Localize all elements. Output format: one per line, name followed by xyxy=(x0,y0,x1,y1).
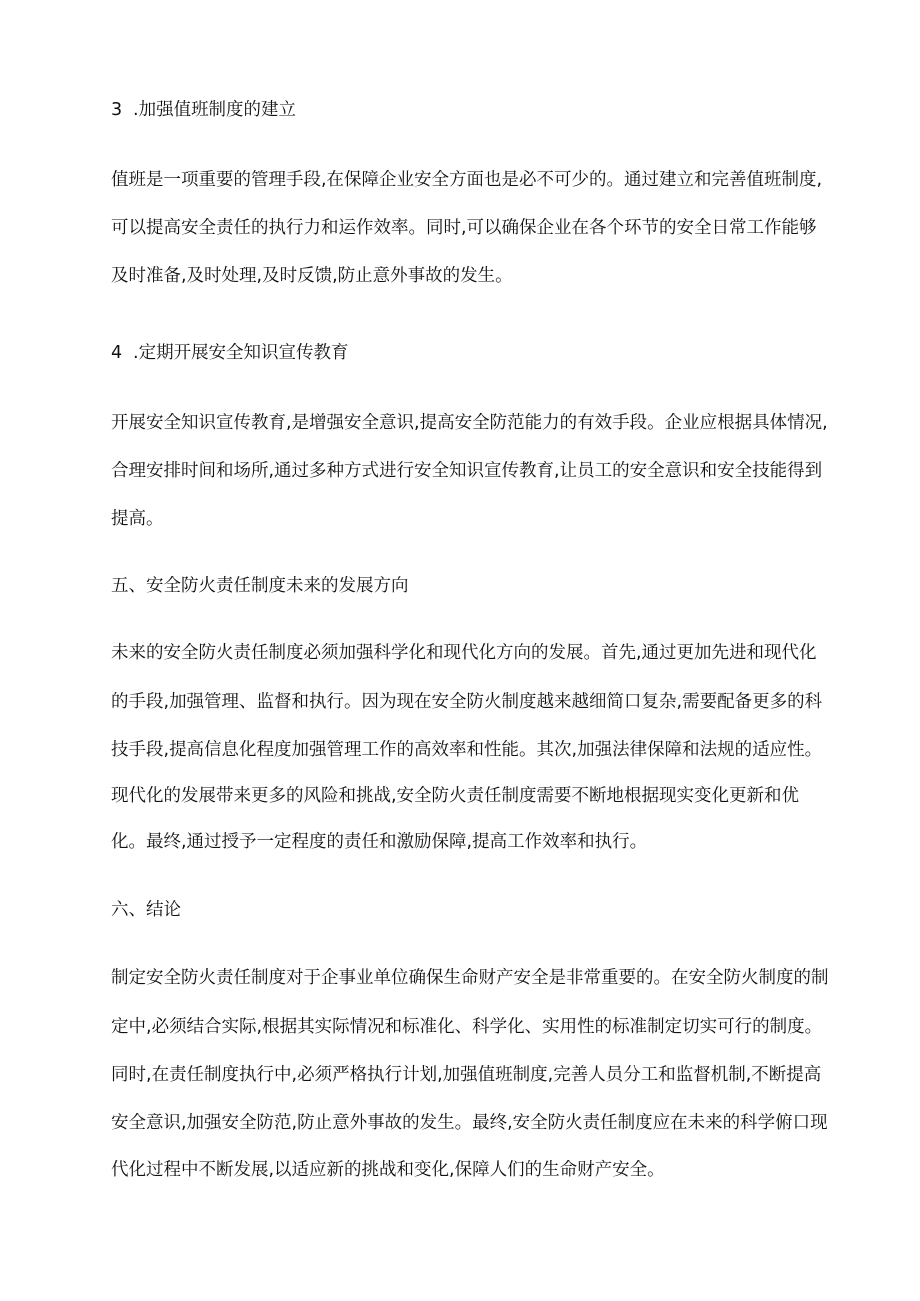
paragraph-line: 未来的安全防火责任制度必须加强科学化和现代化方向的发展。首先,通过更加先进和现代化 xyxy=(111,643,817,663)
paragraph-line: 合理安排时间和场所,通过多种方式进行安全知识宣传教育,让员工的安全意识和安全技能得到 xyxy=(111,461,823,481)
section-heading-3 xyxy=(111,98,296,122)
section-number: 4 xyxy=(111,343,123,363)
paragraph-line: 及时准备,及时处理,及时反馈,防止意外事故的发生。 xyxy=(111,266,513,286)
paragraph-line: 制定安全防火责任制度对于企事业单位确保生命财产安全是非常重要的。在安全防火制度的制 xyxy=(111,968,829,988)
section-title: 六、结论 xyxy=(111,900,181,920)
section-heading-4 xyxy=(111,341,349,365)
paragraph-line: 技手段,提高信息化程度加强管理工作的高效率和性能。其次,加强法律保障和法规的适应性。 xyxy=(111,740,823,760)
paragraph-line: 定中,必须结合实际,根据其实际情况和标准化、科学化、实用性的标准制定切实可行的制度。 xyxy=(111,1017,823,1037)
paragraph-line: 值班是一项重要的管理手段,在保障企业安全方面也是必不可少的。通过建立和完善值班制度, xyxy=(111,170,823,190)
section-title: .加强值班制度的建立 xyxy=(133,100,297,120)
paragraph-line: 可以提高安全责任的执行力和运作效率。同时,可以确保企业在各个环节的安全日常工作能够 xyxy=(111,218,817,238)
paragraph-line: 代化过程中不断发展,以适应新的挑战和变化,保障人们的生命财产安全。 xyxy=(111,1160,665,1180)
section-title: .定期开展安全知识宣传教育 xyxy=(133,343,349,363)
paragraph-line: 开展安全知识宣传教育,是增强安全意识,提高安全防范能力的有效手段。企业应根据具体情况, xyxy=(111,413,828,433)
section-heading-5 xyxy=(111,574,409,598)
paragraph-line: 现代化的发展带来更多的风险和挑战,安全防火责任制度需要不断地根据现实变化更新和优 xyxy=(111,786,800,806)
paragraph-line: 同时,在责任制度执行中,必须严格执行计划,加强值班制度,完善人员分工和监督机制,不断提高 xyxy=(111,1065,822,1085)
paragraph-line: 的手段,加强管理、监督和执行。因为现在安全防火制度越来越细简口复杂,需要配备更多的科 xyxy=(111,692,823,712)
section-number: 3 xyxy=(111,100,123,120)
paragraph-line: 化。最终,通过授予一定程度的责任和激励保障,提高工作效率和执行。 xyxy=(111,832,648,852)
paragraph-line: 提高。 xyxy=(111,509,164,529)
section-title: 五、安全防火责任制度未来的发展方向 xyxy=(111,576,409,596)
section-heading-6 xyxy=(111,898,181,922)
paragraph-line: 安全意识,加强安全防范,防止意外事故的发生。最终,安全防火责任制度应在未来的科学俯口现 xyxy=(111,1113,828,1133)
